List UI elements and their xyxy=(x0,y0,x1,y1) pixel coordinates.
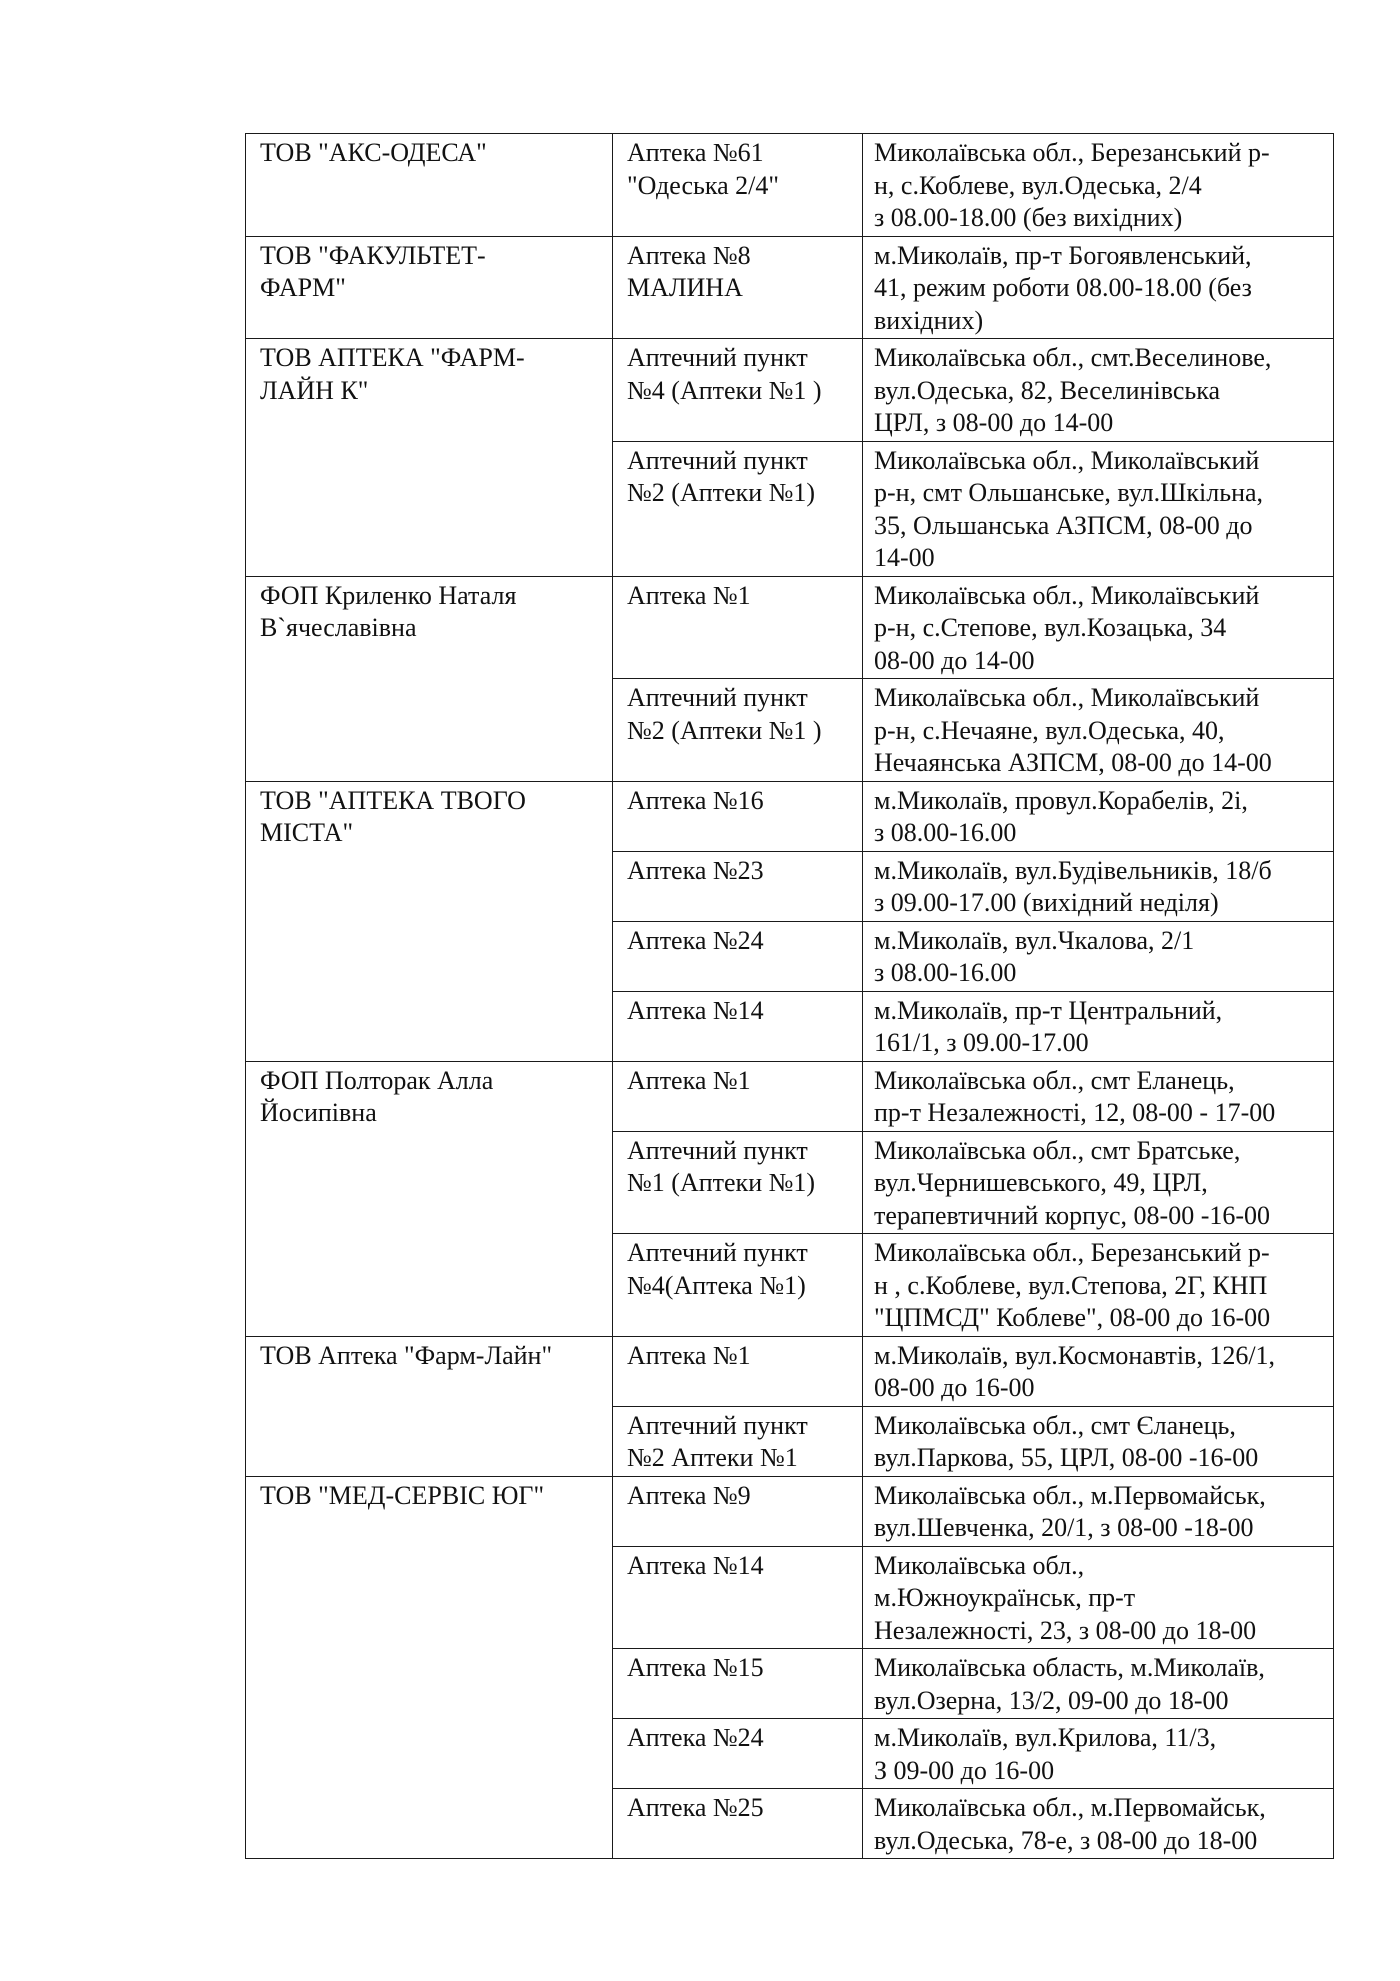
pharmacy-name-line: Аптека №8 xyxy=(627,240,751,270)
address-line: Миколаївська обл., Миколаївський xyxy=(874,683,1260,712)
address-line: "ЦПМСД" Коблеве", 08-00 до 16-00 xyxy=(874,1303,1271,1332)
company-cell xyxy=(246,576,613,781)
address-line: м.Миколаїв, провул.Корабелів, 2і, xyxy=(874,785,1248,815)
address-cell xyxy=(863,576,1334,679)
address-line: з 09.00-17.00 (вихідний неділя) xyxy=(874,888,1219,917)
address-line: вул.Шевченка, 20/1, з 08-00 -18-00 xyxy=(874,1513,1254,1542)
address-line: Миколаївська область, м.Миколаїв, xyxy=(874,1653,1265,1682)
address-line: 161/1, з 09.00-17.00 xyxy=(874,1028,1089,1057)
company-name-line: ТОВ "МЕД-СЕРВІС ЮГ" xyxy=(260,1480,545,1510)
company-cell xyxy=(246,339,613,577)
address-line: 41, режим роботи 08.00-18.00 (без xyxy=(874,273,1252,302)
company-name-line: ТОВ АПТЕКА "ФАРМ- xyxy=(260,343,525,372)
table-row xyxy=(246,576,1334,679)
address-line: м.Миколаїв, вул.Космонавтів, 126/1, xyxy=(874,1340,1276,1370)
pharmacy-name-line: Аптека №14 xyxy=(627,1550,764,1580)
company-cell xyxy=(246,1061,613,1336)
address-line: Миколаївська обл., Березанський р- xyxy=(874,138,1270,167)
address-line: м.Миколаїв, пр-т Центральний, xyxy=(874,995,1223,1025)
address-cell xyxy=(863,441,1334,576)
pharmacy-name-line: Аптека №24 xyxy=(627,1723,764,1752)
company-cell xyxy=(246,134,613,237)
address-line: р-н, с.Степове, вул.Козацька, 34 xyxy=(874,613,1227,642)
pharmacy-name-line: Аптека №23 xyxy=(627,855,764,885)
address-line: вул.Одеська, 78-е, з 08-00 до 18-00 xyxy=(874,1825,1258,1855)
address-cell xyxy=(863,134,1334,237)
pharmacy-name-cell xyxy=(613,134,863,237)
address-line: терапевтичний корпус, 08-00 -16-00 xyxy=(874,1200,1271,1230)
pharmacy-name-line: МАЛИНА xyxy=(627,273,743,302)
pharmacy-name-line: №4 (Аптеки №1 ) xyxy=(627,375,822,405)
pharmacy-name-cell xyxy=(613,1336,863,1406)
company-name-line: ФОП Полторак Алла xyxy=(260,1065,494,1095)
pharmacy-name-line: Аптека №9 xyxy=(627,1480,751,1510)
pharmacy-name-line: "Одеська 2/4" xyxy=(627,170,779,200)
address-cell xyxy=(863,339,1334,442)
pharmacy-table-body xyxy=(246,134,1334,1859)
address-line: м.Миколаїв, вул.Будівельників, 18/б xyxy=(874,855,1272,885)
pharmacy-name-line: Аптека №1 xyxy=(627,1340,751,1370)
company-cell xyxy=(246,236,613,339)
pharmacy-name-line: №1 (Аптеки №1) xyxy=(627,1168,816,1197)
company-name-line: МІСТА" xyxy=(260,818,354,847)
address-line: з 08.00-16.00 xyxy=(874,958,1017,987)
company-cell xyxy=(246,1336,613,1476)
table-row xyxy=(246,781,1334,851)
address-line: м.Миколаїв, вул.Крилова, 11/3, xyxy=(874,1723,1217,1752)
pharmacy-name-line: №4(Аптека №1) xyxy=(627,1270,806,1300)
pharmacy-name-line: №2 (Аптеки №1 ) xyxy=(627,715,822,745)
address-line: вул.Озерна, 13/2, 09-00 до 18-00 xyxy=(874,1685,1229,1715)
pharmacy-name-cell xyxy=(613,991,863,1061)
address-cell xyxy=(863,1336,1334,1406)
address-line: Миколаївська обл., смт.Веселинове, xyxy=(874,343,1272,372)
pharmacy-name-cell xyxy=(613,781,863,851)
address-line: з 08.00-18.00 (без вихідних) xyxy=(874,203,1183,232)
pharmacy-name-cell xyxy=(613,1546,863,1649)
address-line: м.Миколаїв, вул.Чкалова, 2/1 xyxy=(874,925,1195,955)
pharmacy-name-line: Аптека №25 xyxy=(627,1793,764,1822)
address-cell xyxy=(863,1789,1334,1859)
pharmacy-name-line: Аптечний пункт xyxy=(627,1135,808,1165)
pharmacy-name-line: Аптечний пункт xyxy=(627,343,808,372)
company-name-line: ТОВ "АПТЕКА ТВОГО xyxy=(260,785,526,815)
company-name-line: ТОВ "АКС-ОДЕСА" xyxy=(260,138,487,167)
pharmacy-name-cell xyxy=(613,339,863,442)
company-name-line: ФОП Криленко Наталя xyxy=(260,580,517,610)
company-cell xyxy=(246,1476,613,1859)
address-line: Миколаївська обл., Миколаївський xyxy=(874,580,1260,610)
address-line: 14-00 xyxy=(874,543,935,572)
address-cell xyxy=(863,679,1334,782)
address-line: Миколаївська обл., м.Первомайськ, xyxy=(874,1793,1266,1822)
pharmacy-table xyxy=(245,133,1334,1859)
address-line: з 08.00-16.00 xyxy=(874,818,1017,847)
address-line: 35, Ольшанська АЗПСМ, 08-00 до xyxy=(874,510,1253,540)
address-line: вул.Чернишевського, 49, ЦРЛ, xyxy=(874,1168,1208,1197)
address-line: Миколаївська обл., смт Єланець, xyxy=(874,1410,1236,1440)
pharmacy-name-line: Аптека №61 xyxy=(627,138,764,167)
address-line: н , с.Коблеве, вул.Степова, 2Г, КНП xyxy=(874,1270,1268,1300)
company-name-line: В`ячеславівна xyxy=(260,613,417,642)
address-line: Миколаївська обл., смт Еланець, xyxy=(874,1065,1235,1095)
address-line: н, с.Коблеве, вул.Одеська, 2/4 xyxy=(874,170,1202,200)
pharmacy-name-line: Аптека №24 xyxy=(627,925,764,955)
pharmacy-name-cell xyxy=(613,1719,863,1789)
address-cell xyxy=(863,1061,1334,1131)
table-row xyxy=(246,134,1334,237)
address-cell xyxy=(863,921,1334,991)
pharmacy-name-line: Аптека №15 xyxy=(627,1653,764,1682)
pharmacy-name-cell xyxy=(613,1649,863,1719)
address-line: м.Южноукраїнськ, пр-т xyxy=(874,1583,1136,1612)
table-row xyxy=(246,1061,1334,1131)
company-name-line: ЛАЙН К" xyxy=(260,375,369,405)
address-cell xyxy=(863,1649,1334,1719)
address-cell xyxy=(863,781,1334,851)
company-name-line: ТОВ "ФАКУЛЬТЕТ- xyxy=(260,240,486,270)
address-line: ЦРЛ, з 08-00 до 14-00 xyxy=(874,408,1114,437)
pharmacy-name-cell xyxy=(613,1406,863,1476)
pharmacy-name-line: Аптечний пункт xyxy=(627,1410,808,1440)
pharmacy-name-cell xyxy=(613,921,863,991)
address-line: пр-т Незалежності, 12, 08-00 - 17-00 xyxy=(874,1098,1276,1127)
address-line: Миколаївська обл., xyxy=(874,1550,1085,1580)
pharmacy-name-cell xyxy=(613,1131,863,1234)
pharmacy-name-line: Аптека №1 xyxy=(627,1065,751,1095)
pharmacy-name-cell xyxy=(613,851,863,921)
address-line: вул.Одеська, 82, Веселинівська xyxy=(874,375,1220,405)
address-cell xyxy=(863,1406,1334,1476)
address-cell xyxy=(863,236,1334,339)
address-cell xyxy=(863,1546,1334,1649)
pharmacy-name-cell xyxy=(613,441,863,576)
address-line: 08-00 до 14-00 xyxy=(874,645,1035,675)
address-line: м.Миколаїв, пр-т Богоявленський, xyxy=(874,240,1252,270)
pharmacy-name-line: Аптека №14 xyxy=(627,995,764,1025)
address-cell xyxy=(863,851,1334,921)
table-row xyxy=(246,236,1334,339)
company-name-line: ФАРМ" xyxy=(260,273,346,302)
pharmacy-name-line: Аптека №16 xyxy=(627,785,764,815)
address-line: Миколаївська обл., Березанський р- xyxy=(874,1238,1270,1267)
table-row xyxy=(246,339,1334,442)
company-name-line: Йосипівна xyxy=(260,1098,377,1127)
address-line: З 09-00 до 16-00 xyxy=(874,1755,1055,1785)
pharmacy-name-cell xyxy=(613,679,863,782)
address-line: Миколаївська обл., Миколаївський xyxy=(874,445,1260,475)
address-line: 08-00 до 16-00 xyxy=(874,1373,1035,1402)
pharmacy-name-line: №2 Аптеки №1 xyxy=(627,1443,798,1472)
address-cell xyxy=(863,1476,1334,1546)
pharmacy-name-cell xyxy=(613,1061,863,1131)
company-name-line: ТОВ Аптека "Фарм-Лайн" xyxy=(260,1340,553,1370)
address-line: Миколаївська обл., смт Братське, xyxy=(874,1135,1241,1165)
address-line: р-н, смт Ольшанське, вул.Шкільна, xyxy=(874,478,1264,507)
address-line: Нечаянська АЗПСМ, 08-00 до 14-00 xyxy=(874,748,1272,777)
pharmacy-name-cell xyxy=(613,1476,863,1546)
pharmacy-name-cell xyxy=(613,1789,863,1859)
address-cell xyxy=(863,1234,1334,1337)
address-line: Незалежності, 23, з 08-00 до 18-00 xyxy=(874,1615,1257,1645)
address-cell xyxy=(863,1131,1334,1234)
address-line: р-н, с.Нечаяне, вул.Одеська, 40, xyxy=(874,715,1225,745)
pharmacy-name-cell xyxy=(613,1234,863,1337)
pharmacy-name-line: Аптечний пункт xyxy=(627,1238,808,1267)
address-cell xyxy=(863,1719,1334,1789)
company-cell xyxy=(246,781,613,1061)
address-line: вул.Паркова, 55, ЦРЛ, 08-00 -16-00 xyxy=(874,1443,1259,1472)
pharmacy-name-cell xyxy=(613,236,863,339)
pharmacy-name-cell xyxy=(613,576,863,679)
address-line: вихідних) xyxy=(874,305,984,335)
address-line: Миколаївська обл., м.Первомайськ, xyxy=(874,1480,1266,1510)
table-row xyxy=(246,1476,1334,1546)
table-row xyxy=(246,1336,1334,1406)
pharmacy-name-line: Аптечний пункт xyxy=(627,445,808,475)
pharmacy-name-line: №2 (Аптеки №1) xyxy=(627,478,816,507)
pharmacy-name-line: Аптечний пункт xyxy=(627,683,808,712)
pharmacy-name-line: Аптека №1 xyxy=(627,580,751,610)
address-cell xyxy=(863,991,1334,1061)
